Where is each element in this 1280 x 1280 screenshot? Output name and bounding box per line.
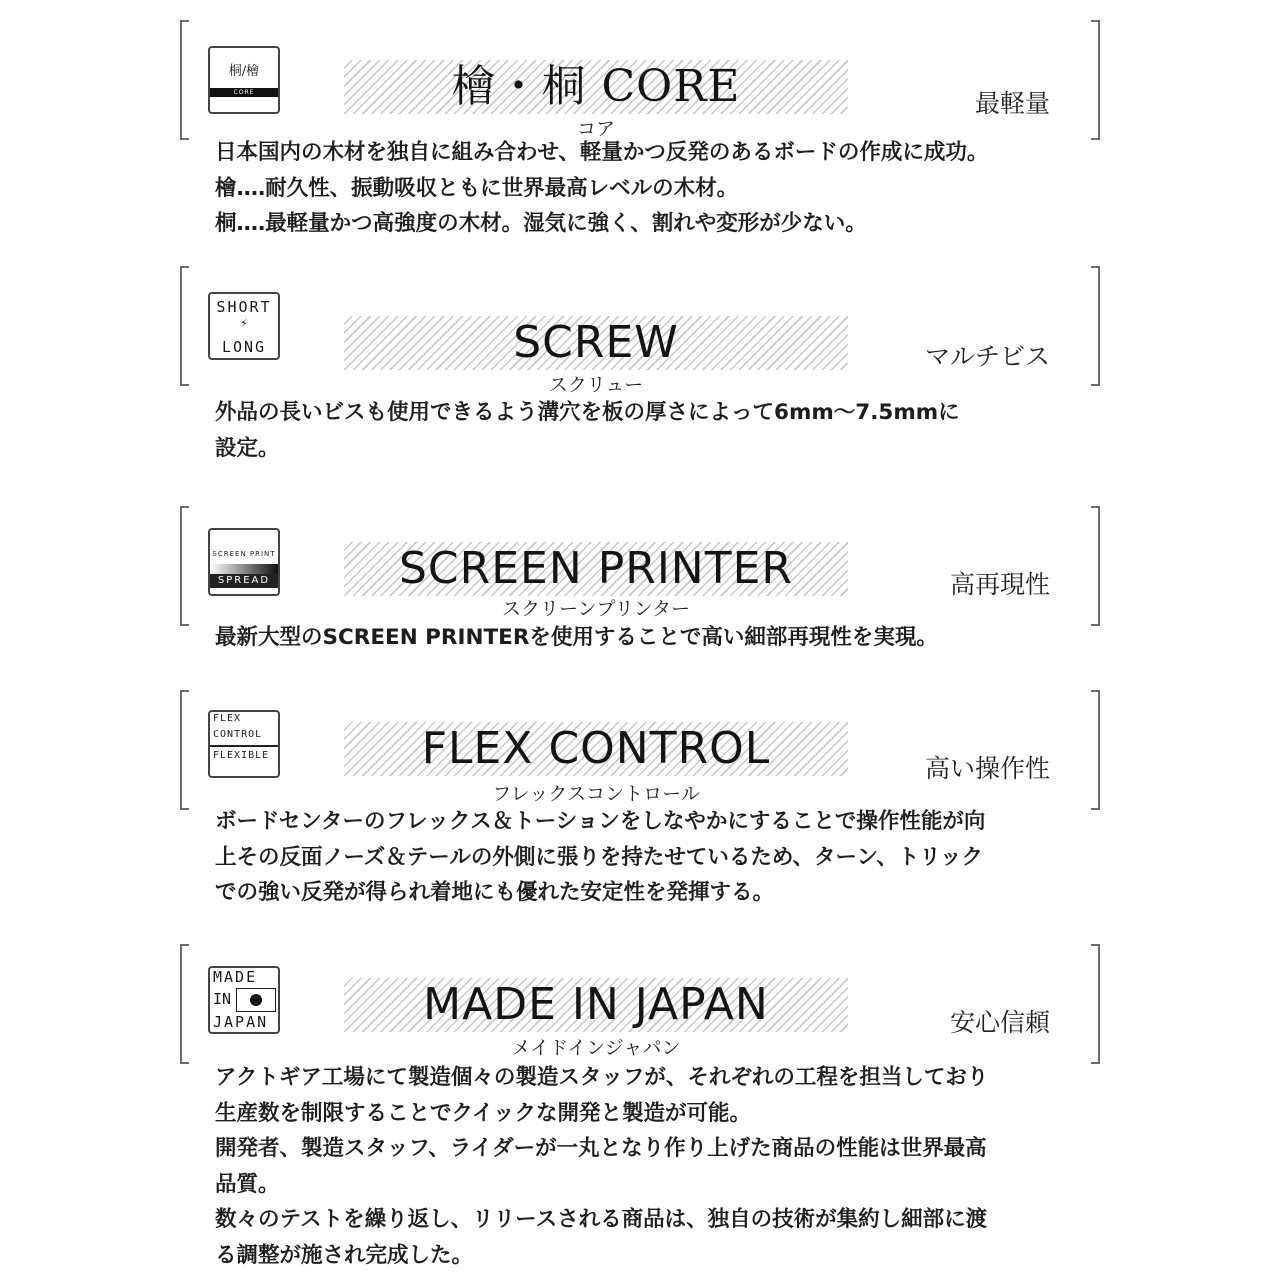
title-reading: コア [576, 118, 615, 140]
feature-tag: 安心信頼 [949, 1008, 1050, 1037]
section-title: SCREEN PRINTER [399, 543, 793, 594]
description-line: 外品の長いビスも使用できるよう溝穴を板の厚さによって6mm〜7.5mmに [215, 400, 960, 425]
description-line: 上その反面ノーズ＆テールの外側に張りを持たせているため、ターン、トリック [215, 844, 983, 870]
badge-top-text: FLEX [213, 713, 242, 724]
badge-top-text: SCREEN PRINT [212, 550, 276, 558]
feature-tag: 高い操作性 [924, 754, 1050, 783]
flex-control-logo-icon [208, 710, 280, 778]
description-line: 開発者、製造スタッフ、ライダーが一丸となり作り上げた商品の性能は世界最高 [215, 1136, 987, 1161]
badge-top-text: SHORT [216, 298, 272, 316]
description-line: 桐‥‥最軽量かつ高強度の木材。湿気に強く、割れや変形が少ない。 [215, 211, 867, 236]
screen-print-logo-icon [208, 528, 280, 596]
description-line: 数々のテストを繰り返し、リリースされる商品は、独自の技術が集約し細部に渡 [215, 1207, 988, 1232]
section-title: MADE IN JAPAN [423, 979, 769, 1030]
description-line: 生産数を制限することでクイックな開発と製造が可能。 [215, 1100, 751, 1126]
badge-top-text: 桐/檜 [228, 64, 260, 79]
badge-bottom-text: LONG [221, 338, 267, 356]
badge-bottom-text: CORE [233, 89, 255, 96]
badge-mid-text: IN [213, 990, 232, 1008]
feature-tag: 最軽量 [974, 89, 1050, 118]
description-line: 最新大型のSCREEN PRINTERを使用することで高い細部再現性を実現。 [215, 625, 938, 650]
flag-circle [250, 994, 262, 1006]
left-bracket [180, 506, 189, 626]
feature-description [215, 395, 1095, 466]
left-bracket [180, 266, 189, 386]
badge-gradient-bar [210, 564, 278, 574]
description-line: 檜‥‥耐久性、振動吸収ともに世界最高レベルの木材。 [215, 175, 739, 201]
core-logo-icon [208, 46, 280, 114]
title-reading: メイドインジャパン [511, 1037, 681, 1059]
left-bracket [180, 690, 189, 810]
feature-tag: マルチビス [924, 342, 1050, 371]
description-line: アクトギア工場にて製造個々の製造スタッフが、それぞれの工程を担当しており [215, 1065, 989, 1090]
section-title: SCREW [513, 317, 679, 368]
right-bracket [1091, 506, 1100, 626]
badge-top-text: MADE [213, 968, 258, 986]
badge-bottom-text: SPREAD [217, 575, 271, 586]
section-title: FLEX CONTROL [421, 723, 771, 774]
title-reading: フレックスコントロール [492, 783, 700, 805]
description-line: での強い反発が得られ着地にも優れた安定性を発揮する。 [215, 880, 775, 905]
badge-divider [210, 745, 278, 747]
feature-description [215, 804, 1095, 911]
feature-description [215, 1060, 1095, 1273]
left-bracket [180, 20, 189, 140]
screw-logo-icon [208, 292, 280, 360]
feature-tag: 高再現性 [949, 570, 1050, 599]
left-bracket [180, 944, 189, 1064]
description-line: る調整が施され完成した。 [215, 1242, 474, 1268]
description-line: 日本国内の木材を独自に組み合わせ、軽量かつ反発のあるボードの作成に成功。 [215, 140, 989, 165]
badge-bottom-text: JAPAN [213, 1013, 269, 1031]
description-line: ボードセンターのフレックス＆トーションをしなやかにすることで操作性能が向 [215, 809, 986, 834]
right-bracket [1091, 944, 1100, 1064]
lightning-icon: ⚡ [240, 317, 248, 330]
right-bracket [1091, 690, 1100, 810]
title-reading: スクリーンプリンター [501, 598, 691, 620]
badge-bottom-text: FLEXIBLE [213, 750, 270, 761]
section-title: 檜・桐 CORE [451, 61, 741, 112]
badge-mid-text: CONTROL [213, 729, 263, 740]
right-bracket [1091, 266, 1100, 386]
title-reading: スクリュー [548, 374, 644, 396]
made-in-japan-logo-icon [208, 966, 280, 1034]
description-line: 品質。 [215, 1171, 280, 1197]
description-line: 設定。 [215, 435, 280, 461]
japan-flag-icon [236, 988, 276, 1012]
feature-description [215, 620, 1095, 656]
feature-description [215, 135, 1095, 242]
right-bracket [1091, 20, 1100, 140]
